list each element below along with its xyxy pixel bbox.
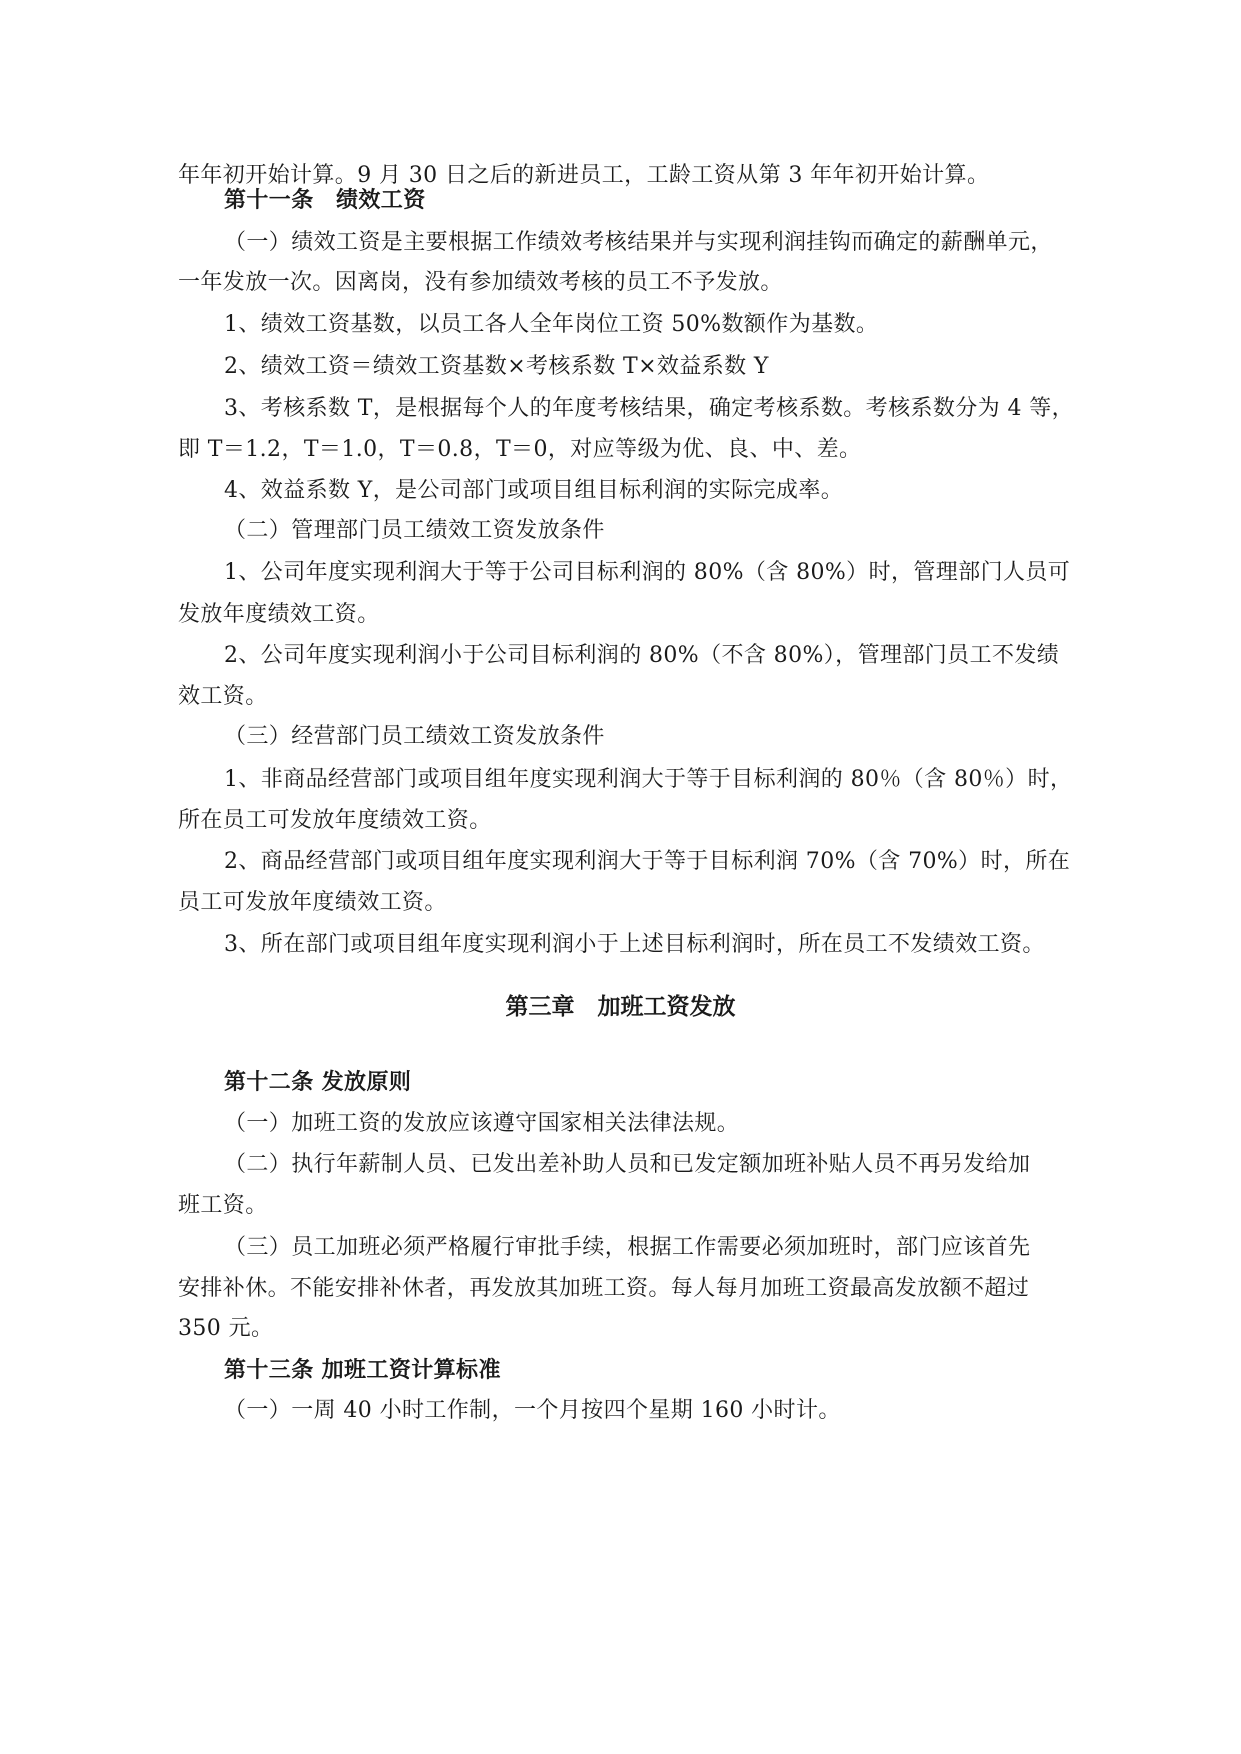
- article-11-heading: 第十一条 绩效工资: [224, 188, 426, 213]
- paragraph-line: 年年初开始计算。9 月 30 日之后的新进员工，工龄工资从第 3 年年初开始计算。: [178, 163, 990, 188]
- paragraph-line: 350 元。: [178, 1316, 274, 1341]
- paragraph-line: 2、商品经营部门或项目组年度实现利润大于等于目标利润 70%（含 70%）时，所在: [224, 849, 1071, 874]
- paragraph-line: 1、绩效工资基数，以员工各人全年岗位工资 50%数额作为基数。: [224, 312, 879, 337]
- paragraph-line: 一年发放一次。因离岗，没有参加绩效考核的员工不予发放。: [178, 270, 783, 295]
- paragraph-line: 4、效益系数 Y，是公司部门或项目组目标利润的实际完成率。: [224, 478, 844, 503]
- paragraph-line: 所在员工可发放年度绩效工资。: [178, 808, 492, 833]
- paragraph-line: 2、公司年度实现利润小于公司目标利润的 80%（不含 80%），管理部门员工不发绩: [224, 643, 1060, 668]
- paragraph-line: 班工资。: [178, 1193, 268, 1218]
- paragraph-line: （二）管理部门员工绩效工资发放条件: [224, 518, 605, 543]
- paragraph-line: （一）一周 40 小时工作制，一个月按四个星期 160 小时计。: [224, 1398, 841, 1423]
- paragraph-line: 1、公司年度实现利润大于等于公司目标利润的 80%（含 80%）时，管理部门人员可: [224, 560, 1071, 585]
- paragraph-line: （二）执行年薪制人员、已发出差补助人员和已发定额加班补贴人员不再另发给加: [224, 1152, 1031, 1177]
- paragraph-line: 3、所在部门或项目组年度实现利润小于上述目标利润时，所在员工不发绩效工资。: [224, 932, 1045, 957]
- paragraph-line: 效工资。: [178, 684, 268, 709]
- paragraph-line: 员工可发放年度绩效工资。: [178, 890, 447, 915]
- paragraph-line: 安排补休。不能安排补休者，再发放其加班工资。每人每月加班工资最高发放额不超过: [178, 1276, 1030, 1301]
- article-13-heading: 第十三条 加班工资计算标准: [224, 1358, 501, 1383]
- chapter-3-title: 第三章 加班工资发放: [505, 994, 736, 1020]
- paragraph-line: （三）经营部门员工绩效工资发放条件: [224, 724, 605, 749]
- paragraph-line: 发放年度绩效工资。: [178, 602, 380, 627]
- paragraph-line: 即 T＝1.2，T＝1.0，T＝0.8，T＝0，对应等级为优、良、中、差。: [178, 437, 862, 462]
- paragraph-line: 2、绩效工资＝绩效工资基数×考核系数 T×效益系数 Y: [224, 354, 769, 379]
- paragraph-line: （一）加班工资的发放应该遵守国家相关法律法规。: [224, 1111, 740, 1136]
- paragraph-line: （三）员工加班必须严格履行审批手续，根据工作需要必须加班时，部门应该首先: [224, 1235, 1031, 1260]
- article-12-heading: 第十二条 发放原则: [224, 1070, 412, 1095]
- paragraph-line: 1、非商品经营部门或项目组年度实现利润大于等于目标利润的 80％（含 80％）时，: [224, 767, 1073, 792]
- paragraph-line: （一）绩效工资是主要根据工作绩效考核结果并与实现利润挂钩而确定的薪酬单元，: [224, 230, 1053, 255]
- paragraph-line: 3、考核系数 T，是根据每个人的年度考核结果，确定考核系数。考核系数分为 4 等，: [224, 396, 1075, 421]
